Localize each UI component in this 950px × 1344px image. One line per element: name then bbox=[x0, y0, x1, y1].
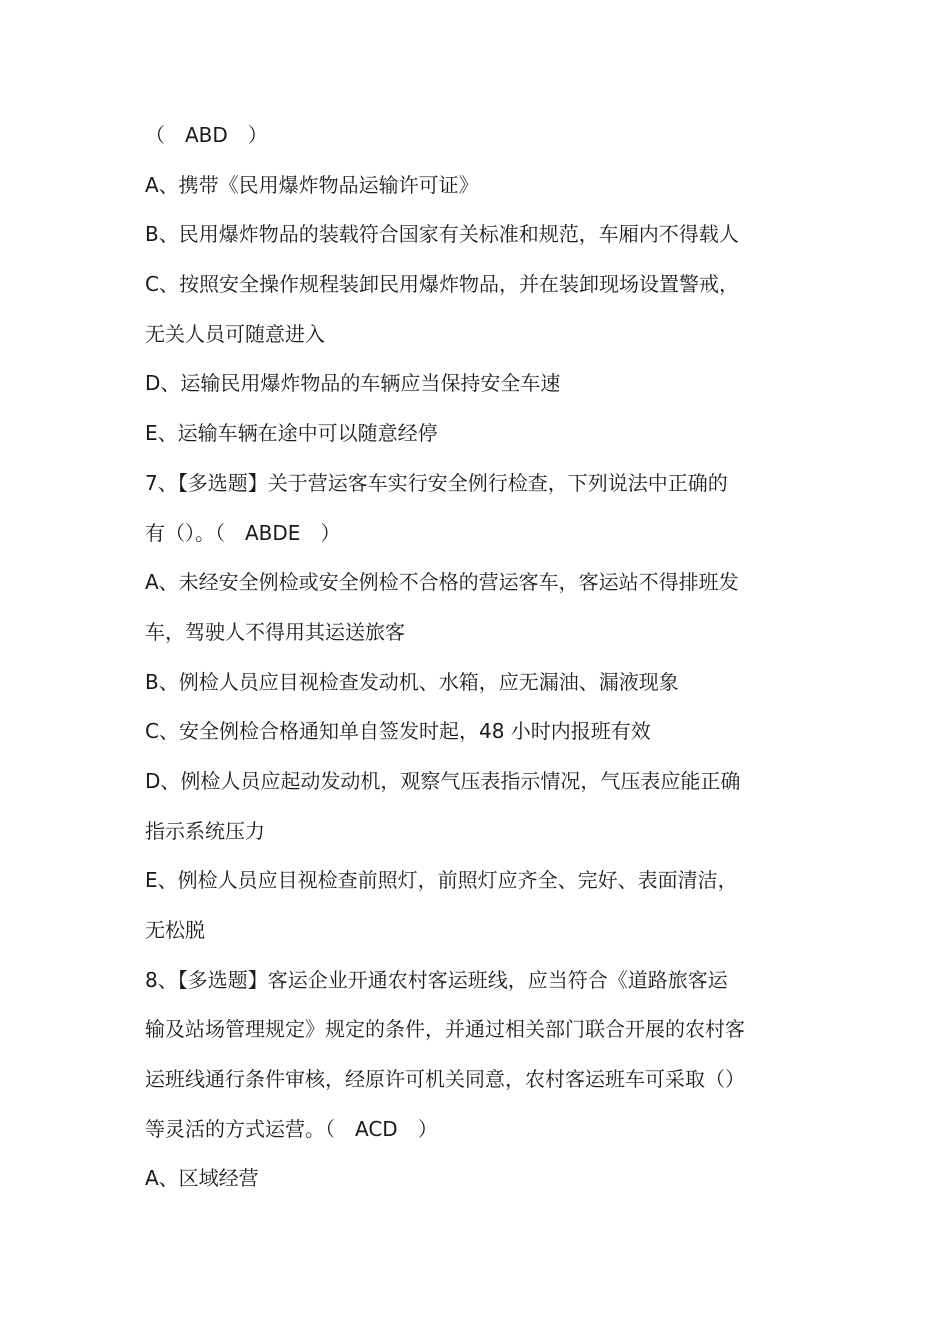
option-e-q7: E、例检人员应目视检查前照灯，前照灯应齐全、完好、表面清洁， bbox=[145, 868, 738, 893]
option-e-q6: E、运输车辆在途中可以随意经停 bbox=[145, 421, 438, 446]
option-a-q8: A、区域经营 bbox=[145, 1166, 259, 1191]
question-8-answer: 等灵活的方式运营。（ ACD ） bbox=[145, 1116, 438, 1141]
question-8: 8、【多选题】客运企业开通农村客运班线，应当符合《道路旅客运 bbox=[145, 967, 728, 992]
option-c-q7: C、安全例检合格通知单自签发时起，48 小时内报班有效 bbox=[145, 719, 651, 744]
question-8-cont-2: 运班线通行条件审核，经原许可机关同意，农村客运班车可采取（） bbox=[145, 1067, 745, 1092]
option-d-q7-cont: 指示系统压力 bbox=[145, 818, 265, 843]
option-b-q6: B、民用爆炸物品的装载符合国家有关标准和规范，车厢内不得载人 bbox=[145, 222, 739, 247]
option-a-q7-cont: 车，驾驶人不得用其运送旅客 bbox=[145, 619, 405, 644]
option-d-q7: D、例检人员应起动发动机，观察气压表指示情况，气压表应能正确 bbox=[145, 768, 741, 793]
option-c-q6: C、按照安全操作规程装卸民用爆炸物品，并在装卸现场设置警戒， bbox=[145, 272, 739, 297]
question-7-answer: 有（）。（ ABDE ） bbox=[145, 520, 341, 545]
answer-q6: （ ABD ） bbox=[145, 123, 268, 147]
option-e-q7-cont: 无松脱 bbox=[145, 918, 205, 942]
option-d-q6: D、运输民用爆炸物品的车辆应当保持安全车速 bbox=[145, 371, 561, 396]
document-page bbox=[145, 111, 815, 1204]
question-7: 7、【多选题】关于营运客车实行安全例行检查，下列说法中正确的 bbox=[145, 470, 728, 495]
option-b-q7: B、例检人员应目视检查发动机、水箱，应无漏油、漏液现象 bbox=[145, 669, 679, 694]
option-c-q6-cont: 无关人员可随意进入 bbox=[145, 321, 325, 346]
option-a-q7: A、未经安全例检或安全例检不合格的营运客车，客运站不得排班发 bbox=[145, 570, 739, 595]
option-a-q6: A、携带《民用爆炸物品运输许可证》 bbox=[145, 172, 479, 197]
question-8-cont-1: 输及站场管理规定》规定的条件，并通过相关部门联合开展的农村客 bbox=[145, 1017, 745, 1042]
